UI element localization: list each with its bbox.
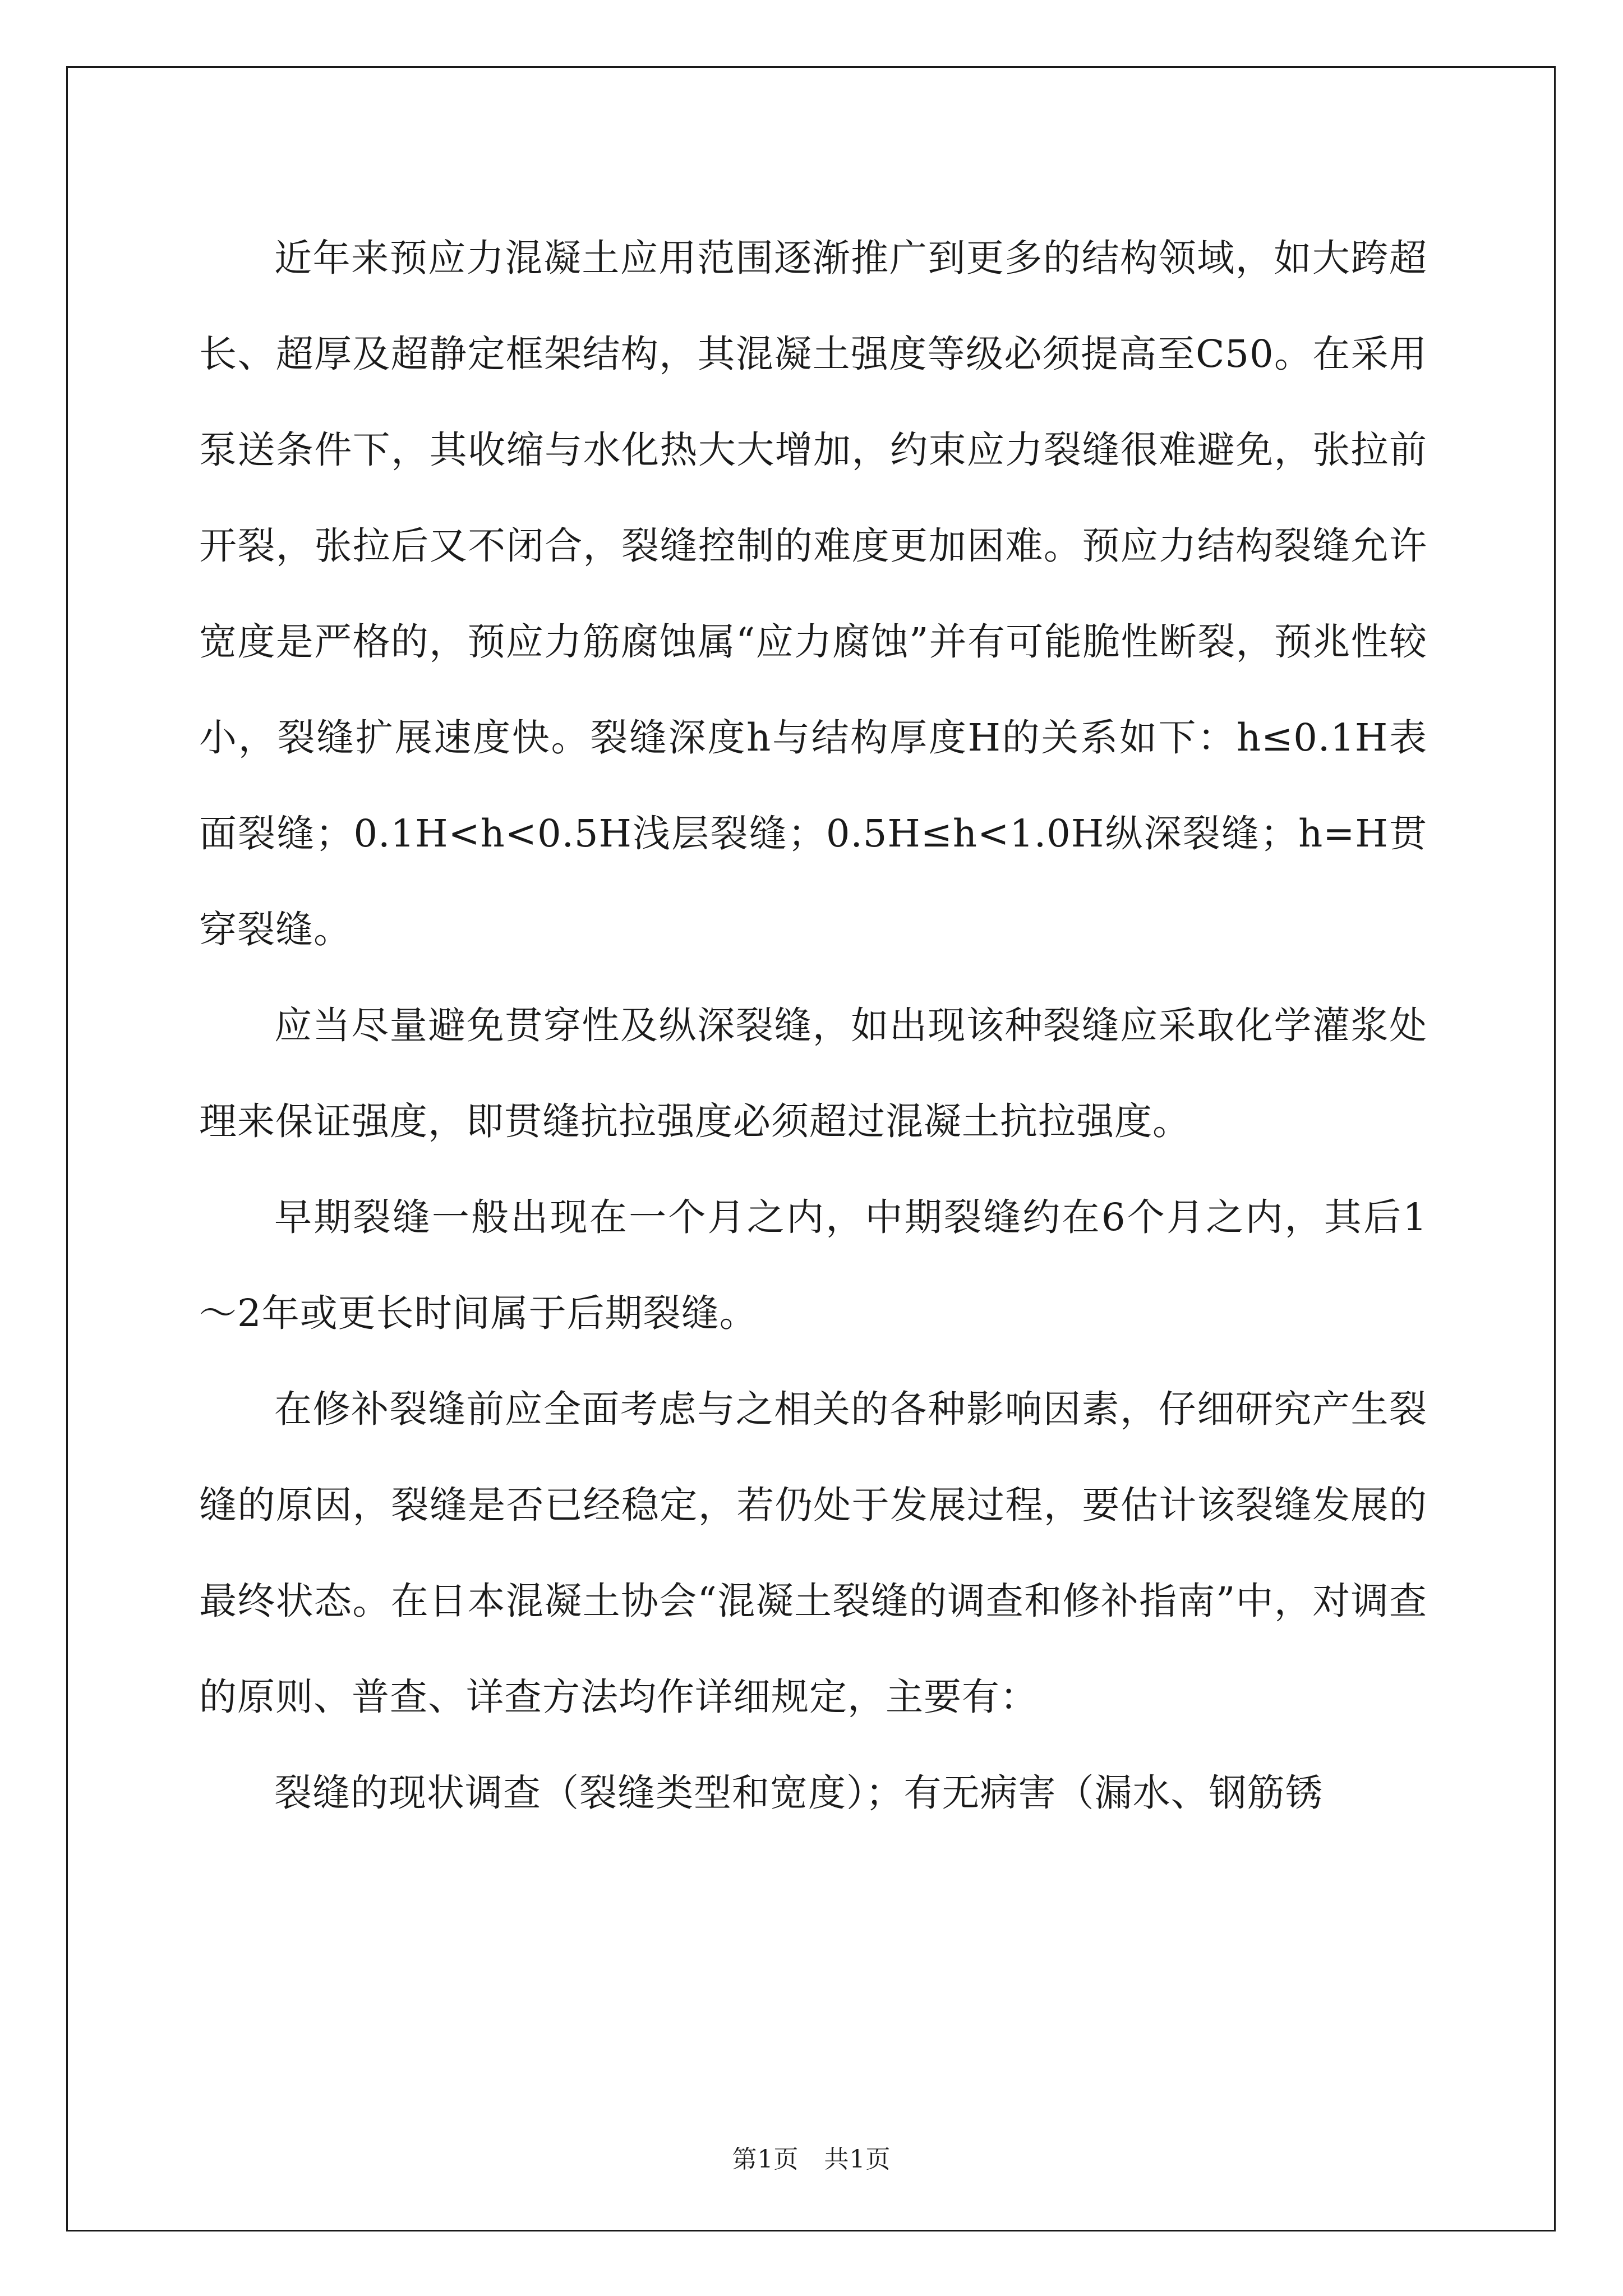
paragraph: 应当尽量避免贯穿性及纵深裂缝，如出现该种裂缝应采取化学灌浆处理来保证强度，即贯缝抗拉强度必须超过混凝土抗拉强度。 bbox=[199, 1004, 1427, 1143]
paragraph: 早期裂缝一般出现在一个月之内，中期裂缝约在6个月之内，其后1～2年或更长时间属于后期裂缝。 bbox=[199, 1195, 1427, 1335]
page-footer bbox=[0, 2144, 1623, 2175]
paragraph: 在修补裂缝前应全面考虑与之相关的各种影响因素，仔细研究产生裂缝的原因，裂缝是否已经稳定，若仍处于发展过程，要估计该裂缝发展的最终状态。在日本混凝土协会“混凝土裂缝的调查和修补指南”中，对调查的原则、普查、详查方法均作详细规定，主要有： bbox=[199, 1387, 1427, 1719]
page-total: 共1页 bbox=[824, 2145, 891, 2174]
paragraph: 裂缝的现状调查（裂缝类型和宽度）；有无病害（漏水、钢筋锈 bbox=[274, 1771, 1324, 1815]
paragraph: 近年来预应力混凝土应用范围逐渐推广到更多的结构领域，如大跨超长、超厚及超静定框架结构，其混凝土强度等级必须提高至C50。在采用泵送条件下，其收缩与水化热大大增加，约束应力裂缝很难避免，张拉前开裂，张拉后又不闭合，裂缝控制的难度更加困难。预应力结构裂缝允许宽度是严格的，预应力筋腐蚀属“应力腐蚀”并有可能脆性断裂，预兆性较小，裂缝扩展速度快。裂缝深度h与结构厚度H的关系如下：h≤0.1H表面裂缝；0.1H<h<0.5H浅层裂缝；0.5H≤h<1.0H纵深裂缝；h=H贯穿裂缝。 bbox=[199, 236, 1427, 951]
page-number: 第1页 bbox=[732, 2145, 799, 2174]
document-body bbox=[199, 210, 1427, 1841]
